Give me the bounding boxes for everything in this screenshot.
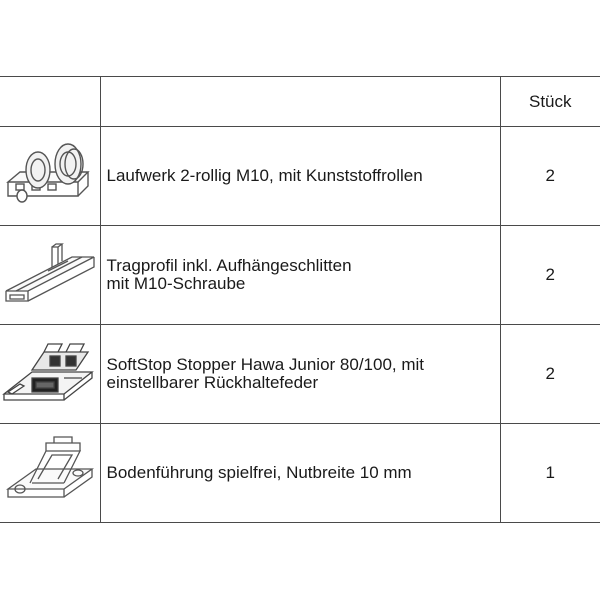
stopper-icon — [2, 334, 98, 414]
part-image-cell — [0, 424, 100, 523]
trolley-icon — [2, 136, 98, 216]
part-quantity: 2 — [500, 325, 600, 424]
table-row — [0, 226, 600, 325]
parts-table — [0, 76, 600, 523]
description-line: Bodenführung spielfrei, Nutbreite 10 mm — [106, 463, 412, 482]
floor-guide-icon — [2, 433, 98, 513]
description-line: mit M10-Schraube — [106, 274, 246, 293]
part-description — [100, 424, 500, 523]
table-row — [0, 325, 600, 424]
table-row — [0, 127, 600, 226]
description-line: einstellbarer Rückhaltefeder — [106, 373, 319, 392]
header-empty-cell — [0, 77, 100, 127]
part-quantity: 2 — [500, 226, 600, 325]
rail-profile-icon — [2, 235, 98, 315]
part-image-cell — [0, 127, 100, 226]
part-quantity: 1 — [500, 424, 600, 523]
description-line: Tragprofil inkl. Aufhängeschlitten — [106, 256, 352, 275]
description-line: SoftStop Stopper Hawa Junior 80/100, mit — [106, 355, 425, 374]
part-description — [100, 127, 500, 226]
part-description — [100, 325, 500, 424]
part-description — [100, 226, 500, 325]
part-quantity: 2 — [500, 127, 600, 226]
part-image-cell — [0, 226, 100, 325]
description-line: Laufwerk 2-rollig M10, mit Kunststoffrollen — [106, 166, 423, 185]
header-qty-label: Stück — [500, 77, 600, 127]
header-item-cell — [100, 77, 500, 127]
part-image-cell — [0, 325, 100, 424]
table-row — [0, 424, 600, 523]
table-header-row — [0, 77, 600, 127]
